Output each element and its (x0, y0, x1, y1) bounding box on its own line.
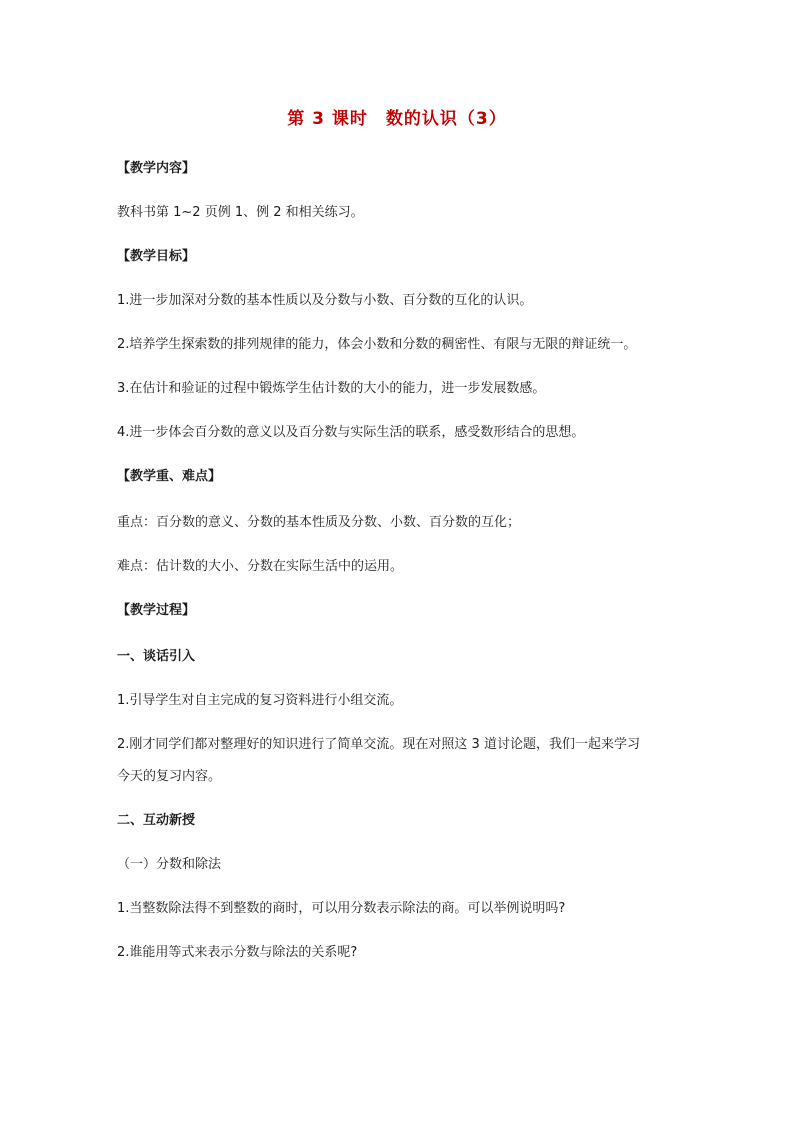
content-text: 教科书第 1~2 页例 1、例 2 和相关练习。 (117, 205, 364, 220)
goal-item-3: 3.在估计和验证的过程中锻炼学生估计数的大小的能力，进一步发展数感。 (117, 381, 546, 396)
part1-item-1: 1.引导学生对自主完成的复习资料进行小组交流。 (117, 693, 403, 708)
difficult-point-text: 难点：估计数的大小、分数在实际生活中的运用。 (117, 559, 404, 574)
goal-item-1: 1.进一步加深对分数的基本性质以及分数与小数、百分数的互化的认识。 (117, 293, 533, 308)
lesson-title: 第 3 课时 数的认识（3） (287, 109, 507, 129)
part1-heading: 一、谈话引入 (117, 649, 196, 664)
section-heading-key-points: 【教学重、难点】 (117, 469, 222, 484)
part2-heading: 二、互动新授 (117, 813, 196, 828)
part2-item-2: 2.谁能用等式来表示分数与除法的关系呢? (117, 945, 358, 960)
part2-item-1: 1.当整数除法得不到整数的商时，可以用分数表示除法的商。可以举例说明吗? (117, 901, 566, 916)
part1-item-2-line-2: 今天的复习内容。 (117, 769, 222, 784)
part1-item-2-line-1: 2.刚才同学们都对整理好的知识进行了简单交流。现在对照这 3 道讨论题，我们一起来学习 (117, 737, 640, 752)
part2-subheading: （一）分数和除法 (117, 857, 222, 872)
goal-item-4: 4.进一步体会百分数的意义以及百分数与实际生活的联系，感受数形结合的思想。 (117, 425, 585, 440)
goal-item-2: 2.培养学生探索数的排列规律的能力，体会小数和分数的稠密性、有限与无限的辩证统一。 (117, 337, 637, 352)
section-heading-content: 【教学内容】 (117, 161, 196, 176)
section-heading-process: 【教学过程】 (117, 603, 196, 618)
section-heading-goals: 【教学目标】 (117, 249, 196, 264)
key-point-text: 重点：百分数的意义、分数的基本性质及分数、小数、百分数的互化； (117, 515, 521, 530)
